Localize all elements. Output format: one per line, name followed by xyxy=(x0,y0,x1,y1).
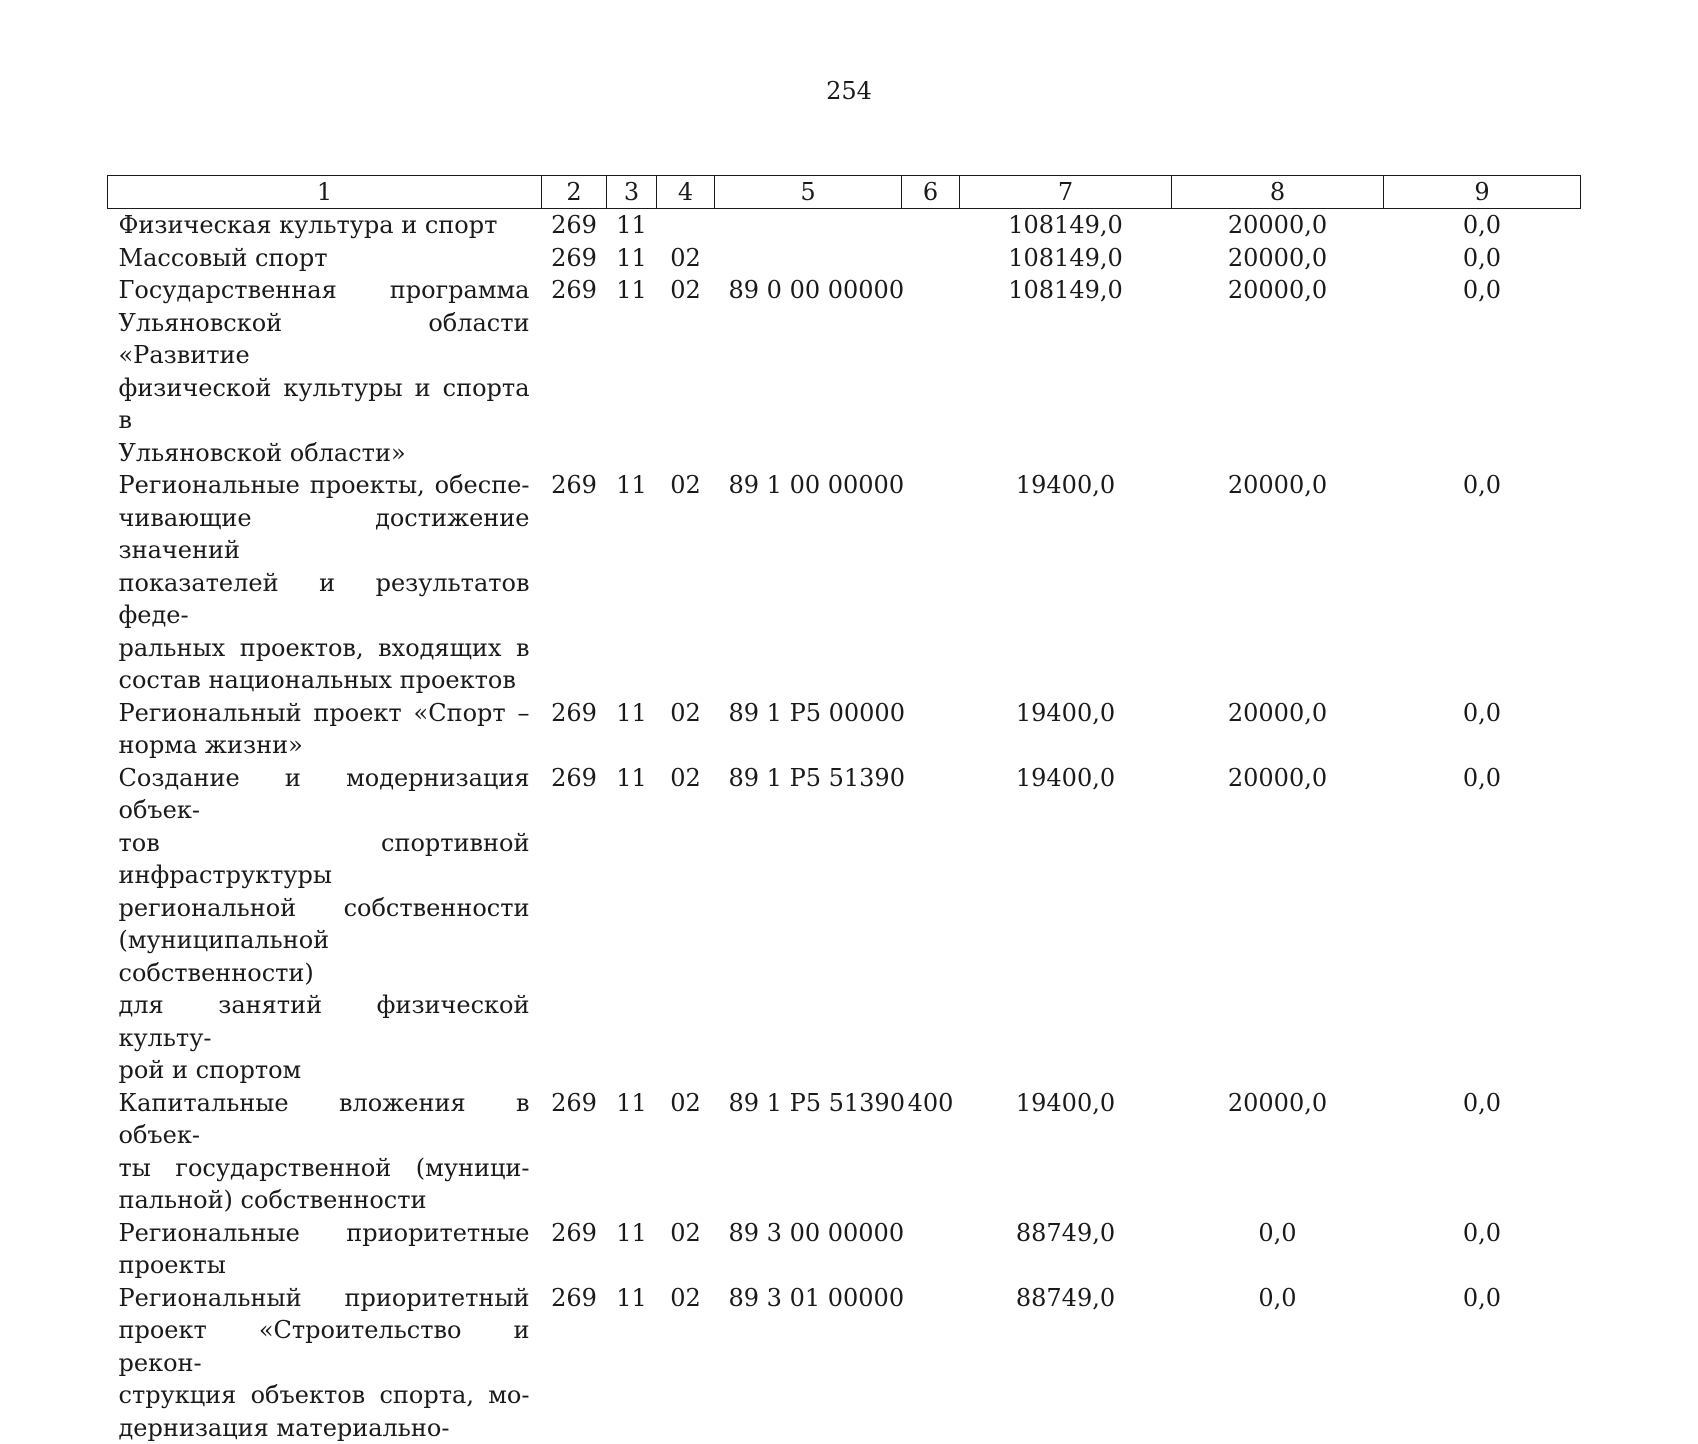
column-header: 5 xyxy=(715,176,902,209)
cell-col-4: 02 xyxy=(657,242,715,275)
row-name-line: чивающие достижение значений xyxy=(119,502,530,567)
cell-col-7: 19400,0 xyxy=(960,469,1172,697)
row-name-cell xyxy=(108,274,542,469)
row-name-line: проекты xyxy=(119,1249,530,1282)
row-name-cell xyxy=(108,1282,542,1444)
cell-col-7: 19400,0 xyxy=(960,1087,1172,1217)
table-row xyxy=(108,274,1581,469)
cell-col-3: 11 xyxy=(607,1217,657,1282)
cell-col-8: 20000,0 xyxy=(1172,697,1384,762)
row-name-line: норма жизни» xyxy=(119,729,530,762)
column-header: 9 xyxy=(1384,176,1581,209)
cell-col-2: 269 xyxy=(542,1217,607,1282)
row-name-cell xyxy=(108,1087,542,1217)
cell-col-9: 0,0 xyxy=(1384,209,1581,242)
column-header: 4 xyxy=(657,176,715,209)
cell-col-9: 0,0 xyxy=(1384,242,1581,275)
cell-col-3: 11 xyxy=(607,274,657,469)
cell-col-3: 11 xyxy=(607,209,657,242)
cell-col-9: 0,0 xyxy=(1384,1217,1581,1282)
row-name-line: (муниципальной собственности) xyxy=(119,924,530,989)
cell-col-2: 269 xyxy=(542,762,607,1087)
cell-col-6 xyxy=(902,209,960,242)
cell-col-6 xyxy=(902,697,960,762)
table-row xyxy=(108,469,1581,697)
cell-col-7: 88749,0 xyxy=(960,1217,1172,1282)
cell-col-9: 0,0 xyxy=(1384,1282,1581,1444)
row-name-cell xyxy=(108,762,542,1087)
cell-col-5: 89 3 01 00000 xyxy=(715,1282,902,1444)
cell-col-4: 02 xyxy=(657,469,715,697)
cell-col-2: 269 xyxy=(542,1087,607,1217)
cell-col-7: 88749,0 xyxy=(960,1282,1172,1444)
column-header: 2 xyxy=(542,176,607,209)
budget-table xyxy=(107,175,1581,1444)
cell-col-5: 89 1 00 00000 xyxy=(715,469,902,697)
cell-col-4 xyxy=(657,209,715,242)
row-name-line: Капитальные вложения в объек- xyxy=(119,1087,530,1152)
cell-col-2: 269 xyxy=(542,242,607,275)
cell-col-9: 0,0 xyxy=(1384,274,1581,469)
row-name-cell xyxy=(108,242,542,275)
cell-col-5: 89 1 P5 00000 xyxy=(715,697,902,762)
row-name-line: пальной) собственности xyxy=(119,1184,530,1217)
cell-col-4: 02 xyxy=(657,697,715,762)
cell-col-2: 269 xyxy=(542,469,607,697)
row-name-line: струкция объектов спорта, мо- xyxy=(119,1379,530,1412)
cell-col-5 xyxy=(715,209,902,242)
column-header: 3 xyxy=(607,176,657,209)
cell-col-8: 20000,0 xyxy=(1172,209,1384,242)
cell-col-6: 400 xyxy=(902,1087,960,1217)
cell-col-3: 11 xyxy=(607,1282,657,1444)
row-name-line: Региональный проект «Спорт – xyxy=(119,697,530,730)
cell-col-3: 11 xyxy=(607,1087,657,1217)
cell-col-4: 02 xyxy=(657,274,715,469)
cell-col-2: 269 xyxy=(542,697,607,762)
cell-col-6 xyxy=(902,762,960,1087)
column-header: 1 xyxy=(108,176,542,209)
cell-col-5 xyxy=(715,242,902,275)
row-name-line: Государственная программа xyxy=(119,274,530,307)
table-row xyxy=(108,209,1581,242)
cell-col-7: 19400,0 xyxy=(960,762,1172,1087)
row-name-cell xyxy=(108,469,542,697)
cell-col-8: 0,0 xyxy=(1172,1217,1384,1282)
cell-col-6 xyxy=(902,1217,960,1282)
table-row xyxy=(108,1087,1581,1217)
row-name-line: рой и спортом xyxy=(119,1054,530,1087)
row-name-line: Региональные проекты, обеспе- xyxy=(119,469,530,502)
cell-col-5: 89 0 00 00000 xyxy=(715,274,902,469)
cell-col-8: 0,0 xyxy=(1172,1282,1384,1444)
column-header: 6 xyxy=(902,176,960,209)
row-name-line: Ульяновской области» xyxy=(119,437,530,470)
cell-col-4: 02 xyxy=(657,1217,715,1282)
table-header-row xyxy=(108,176,1581,209)
cell-col-9: 0,0 xyxy=(1384,697,1581,762)
row-name-line: ты государственной (муници- xyxy=(119,1152,530,1185)
cell-col-9: 0,0 xyxy=(1384,762,1581,1087)
table-row xyxy=(108,762,1581,1087)
cell-col-4: 02 xyxy=(657,1087,715,1217)
cell-col-8: 20000,0 xyxy=(1172,762,1384,1087)
row-name-line: состав национальных проектов xyxy=(119,664,530,697)
cell-col-2: 269 xyxy=(542,274,607,469)
cell-col-2: 269 xyxy=(542,1282,607,1444)
row-name-line: дернизация материально- xyxy=(119,1412,530,1444)
cell-col-4: 02 xyxy=(657,762,715,1087)
table-body xyxy=(108,209,1581,1444)
cell-col-6 xyxy=(902,1282,960,1444)
row-name-cell xyxy=(108,697,542,762)
cell-col-6 xyxy=(902,242,960,275)
row-name-cell xyxy=(108,1217,542,1282)
row-name-line: Массовый спорт xyxy=(119,242,530,275)
row-name-line: для занятий физической культу- xyxy=(119,989,530,1054)
cell-col-3: 11 xyxy=(607,469,657,697)
cell-col-3: 11 xyxy=(607,762,657,1087)
cell-col-8: 20000,0 xyxy=(1172,1087,1384,1217)
row-name-line: Физическая культура и спорт xyxy=(119,209,530,242)
cell-col-6 xyxy=(902,274,960,469)
cell-col-2: 269 xyxy=(542,209,607,242)
row-name-line: физической культуры и спорта в xyxy=(119,372,530,437)
column-header: 8 xyxy=(1172,176,1384,209)
row-name-line: региональной собственности xyxy=(119,892,530,925)
row-name-line: показателей и результатов феде- xyxy=(119,567,530,632)
row-name-line: Ульяновской области «Развитие xyxy=(119,307,530,372)
row-name-cell xyxy=(108,209,542,242)
cell-col-7: 108149,0 xyxy=(960,242,1172,275)
row-name-line: проект «Строительство и рекон- xyxy=(119,1314,530,1379)
table-row xyxy=(108,242,1581,275)
table-row xyxy=(108,1217,1581,1282)
cell-col-8: 20000,0 xyxy=(1172,469,1384,697)
row-name-line: ральных проектов, входящих в xyxy=(119,632,530,665)
cell-col-8: 20000,0 xyxy=(1172,274,1384,469)
cell-col-5: 89 1 P5 51390 xyxy=(715,1087,902,1217)
cell-col-7: 108149,0 xyxy=(960,209,1172,242)
row-name-line: Региональные приоритетные xyxy=(119,1217,530,1250)
cell-col-9: 0,0 xyxy=(1384,1087,1581,1217)
table-row xyxy=(108,1282,1581,1444)
cell-col-8: 20000,0 xyxy=(1172,242,1384,275)
page-number: 254 xyxy=(0,76,1698,106)
cell-col-9: 0,0 xyxy=(1384,469,1581,697)
cell-col-3: 11 xyxy=(607,242,657,275)
table-row xyxy=(108,697,1581,762)
cell-col-5: 89 3 00 00000 xyxy=(715,1217,902,1282)
row-name-line: Региональный приоритетный xyxy=(119,1282,530,1315)
column-header: 7 xyxy=(960,176,1172,209)
cell-col-6 xyxy=(902,469,960,697)
cell-col-7: 19400,0 xyxy=(960,697,1172,762)
cell-col-4: 02 xyxy=(657,1282,715,1444)
cell-col-5: 89 1 P5 51390 xyxy=(715,762,902,1087)
row-name-line: тов спортивной инфраструктуры xyxy=(119,827,530,892)
cell-col-3: 11 xyxy=(607,697,657,762)
row-name-line: Создание и модернизация объек- xyxy=(119,762,530,827)
cell-col-7: 108149,0 xyxy=(960,274,1172,469)
